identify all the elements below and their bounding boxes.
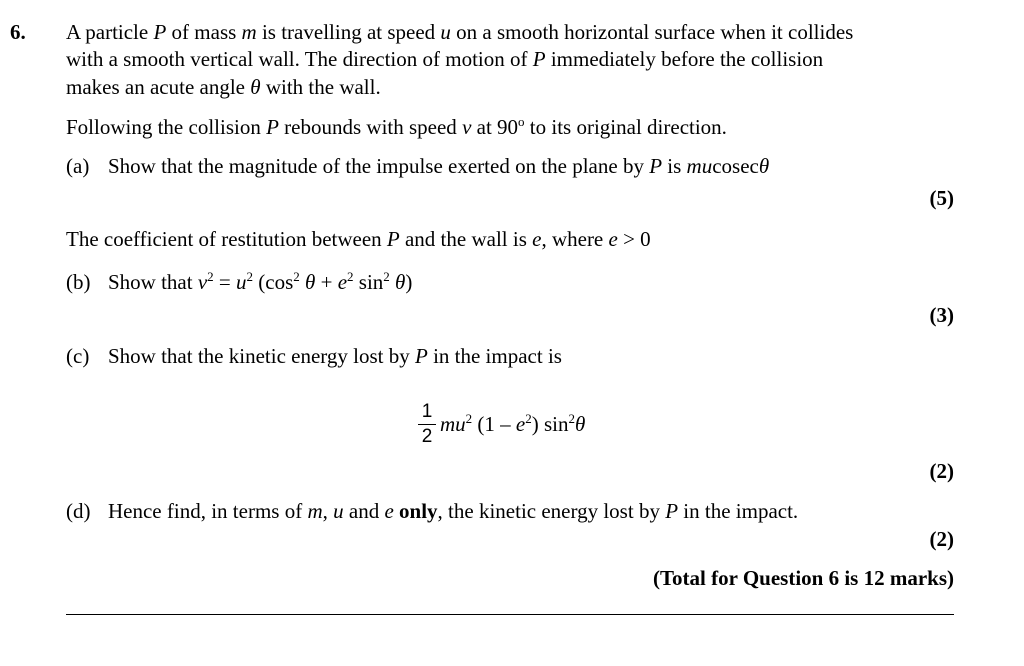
question-total: (Total for Question 6 is 12 marks) [652, 566, 954, 590]
part-d-line: (d) Hence find, in terms of m, u and e only, the kinetic energy lost by P in the impact. [66, 499, 799, 523]
part-b-line: (b) Show that $v^2 = u^2$ ($\cos^2$ $\theta + e^2$ $\sin^2 \theta$) [66, 269, 413, 294]
restitution-line: The coefficient of restitution between P and the wall is e, where e > 0 [66, 227, 651, 251]
part-a-marks: (5) [929, 186, 954, 210]
intro-line-2: with a smooth vertical wall. The direction of motion of P immediately before the collision [66, 47, 824, 71]
part-b-marks: (3) [929, 303, 954, 327]
following-line: Following the collision P rebounds with speed v at 90$^o$ to its original direction. [66, 114, 727, 139]
fraction-denominator: 2 [421, 426, 433, 447]
intro-line-1: A particle P of mass m is travelling at speed u on a smooth horizontal surface when it collides [66, 20, 854, 44]
part-d-marks: (2) [929, 527, 954, 551]
ke-fraction [412, 400, 442, 449]
part-c-marks: (2) [929, 459, 954, 483]
part-c-line: (c) Show that the kinetic energy lost by P in the impact is [66, 344, 562, 368]
intro-line-3: makes an acute angle θ with the wall. [66, 75, 381, 99]
divider-rule [66, 614, 954, 615]
fraction-numerator: 1 [421, 401, 433, 422]
ke-expression: $mu^2$ $(1 - e^2)$ $\sin^2\theta$ [440, 411, 586, 436]
question-number: 6. [10, 20, 26, 44]
part-a-line: (a) Show that the magnitude of the impulse exerted on the plane by P is mucosecθ [66, 154, 770, 178]
